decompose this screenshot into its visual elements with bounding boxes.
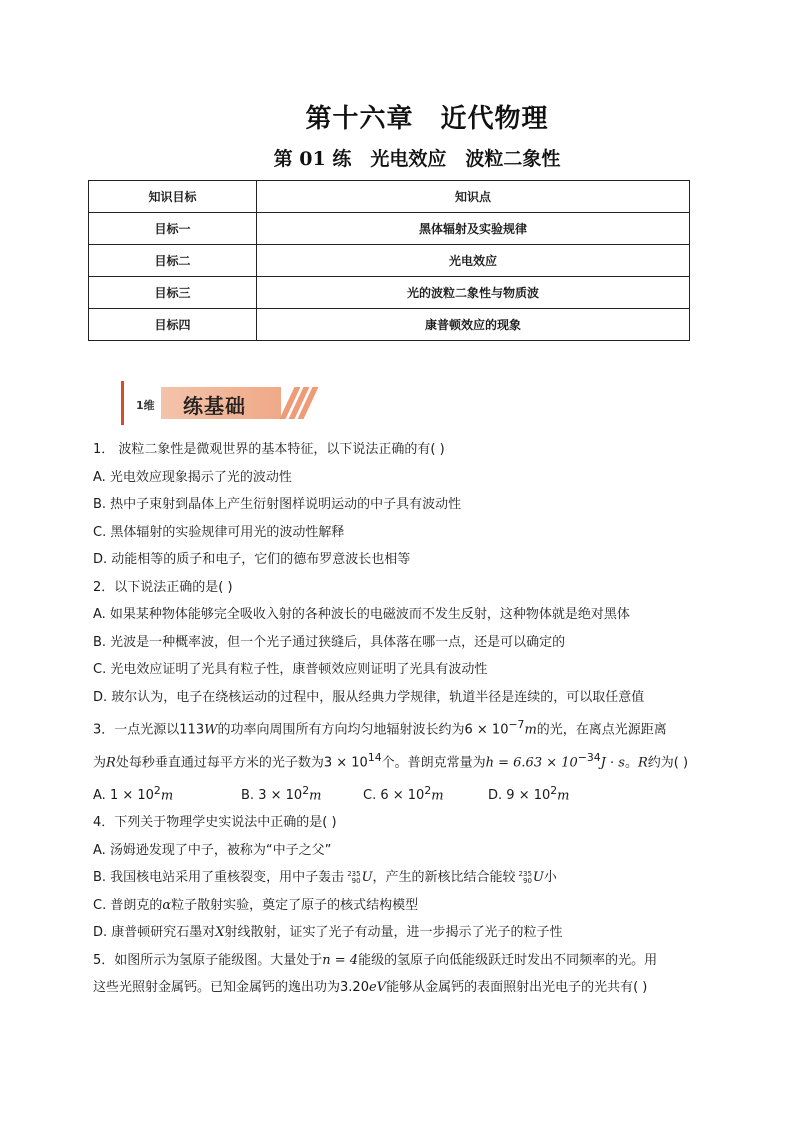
- table-row: [89, 213, 690, 245]
- table-cell: 目标一: [89, 213, 257, 245]
- q3-power-unit: W: [204, 722, 218, 738]
- table-cell: 目标四: [89, 309, 257, 341]
- q4-text: ，产生的新核比结合能较: [372, 870, 516, 886]
- chapter-title: 第十六章 近代物理: [305, 104, 549, 134]
- q3-options: [93, 777, 733, 810]
- q5-text: 能够从金属钙的表面照射出光电子的光共有( ): [386, 980, 648, 996]
- q4-option-b: [93, 864, 733, 892]
- q3-planck-unit: J · s: [600, 755, 625, 771]
- q3-option-a: [93, 777, 241, 810]
- q3-planck-exponent: −34: [577, 750, 601, 764]
- q3-wavelength: 6 × 10: [464, 722, 509, 738]
- q4-option-a: A. 汤姆逊发现了中子，被称为“中子之父”: [93, 842, 332, 858]
- section-badge-tag-text: 1维: [136, 399, 155, 412]
- q5-stem-line1: [93, 947, 733, 975]
- q5-stem-line2: [93, 974, 733, 1002]
- q3-option-d: [488, 777, 570, 810]
- q2-option-b: B. 光波是一种概率波，但一个光子通过狭缝后，具体落在哪一点，还是可以确定的: [93, 634, 566, 650]
- q3-text: 3．一点光源以: [93, 722, 180, 738]
- option-letter: D.: [488, 787, 503, 803]
- q3-stem-line2: [93, 744, 733, 777]
- section-badge-label: 练基础: [183, 394, 246, 418]
- option-unit: m: [309, 787, 322, 803]
- q1-option-c: C. 黑体辐射的实验规律可用光的波动性解释: [93, 524, 345, 540]
- option-value: 9 × 10: [506, 787, 551, 803]
- option-value: 3 × 10: [258, 787, 303, 803]
- table-cell: 目标三: [89, 277, 257, 309]
- isotope-atomic-number: 90: [351, 876, 361, 885]
- q2-option-c: C. 光电效应证明了光具有粒子性，康普顿效应则证明了光具有波动性: [93, 662, 488, 677]
- isotope-symbol: U: [532, 870, 544, 886]
- lesson-title: 第 01 练 光电效应 波粒二象性: [273, 148, 561, 170]
- q3-text: 个。普朗克常量为: [381, 755, 486, 771]
- isotope-mass-number: 235: [347, 869, 361, 878]
- table-header-row: [89, 181, 690, 213]
- option-letter: B.: [241, 787, 255, 803]
- q3-photon-count: 3 × 10: [323, 755, 368, 771]
- question-list: [93, 436, 733, 1002]
- option-value: 1 × 10: [109, 787, 154, 803]
- isotope-atomic-number: 90: [523, 876, 532, 885]
- q5-ev-unit: eV: [368, 980, 387, 996]
- q4-option-c: [93, 892, 733, 920]
- isotope-symbol: U: [361, 870, 373, 886]
- q3-var-r: R: [106, 755, 116, 771]
- option-exponent: 2: [302, 783, 310, 797]
- table-cell: 光电效应: [257, 245, 690, 277]
- q4-stem: 4．下列关于物理学史实说法中正确的是( ): [93, 815, 337, 831]
- table-header-cell: 知识点: [257, 181, 690, 213]
- q4-text: 粒子散射实验，奠定了原子的核式结构模型: [171, 897, 419, 913]
- option-exponent: 2: [153, 783, 161, 797]
- q3-stem-line1: [93, 711, 733, 744]
- knowledge-goals-table: [88, 180, 690, 341]
- q3-text: 的光，在离点光源距离: [536, 722, 667, 738]
- q4-text: C. 普朗克的: [93, 897, 163, 913]
- q3-power: 113: [179, 722, 205, 738]
- q3-wavelength-exponent: −7: [508, 718, 525, 731]
- q4-option-d: [93, 919, 733, 947]
- option-exponent: 2: [550, 783, 558, 797]
- option-exponent: 2: [424, 783, 432, 797]
- option-unit: m: [160, 787, 174, 803]
- table-row: [89, 277, 690, 309]
- q1-stem: 1． 波粒二象性是微观世界的基本特征，以下说法正确的有( ): [93, 442, 445, 457]
- option-unit: m: [431, 787, 444, 803]
- table-cell: 光的波粒二象性与物质波: [257, 277, 690, 309]
- table-row: [89, 245, 690, 277]
- q3-option-b: [241, 777, 363, 810]
- option-letter: C.: [363, 787, 377, 803]
- option-value: 6 × 10: [380, 787, 425, 803]
- q3-photon-exponent: 14: [367, 750, 382, 764]
- table-row: [89, 309, 690, 341]
- q3-text: 约为( ): [647, 755, 689, 771]
- q3-wavelength-unit: m: [524, 722, 537, 738]
- q4-text: D. 康普顿研究石墨对: [93, 925, 216, 941]
- q1-option-d: D. 动能相等的质子和电子，它们的德布罗意波长也相等: [93, 552, 411, 567]
- isotope-notation: [347, 871, 360, 885]
- section-badge: [121, 381, 311, 425]
- q3-var-r: R: [637, 755, 648, 771]
- x-symbol: X: [215, 925, 225, 941]
- option-unit: m: [557, 787, 570, 803]
- section-badge-body: [161, 387, 281, 419]
- q3-text: 的功率向周围所有方向均匀地辐射波长约为: [217, 722, 465, 738]
- q4-text: B. 我国核电站采用了重核裂变，用中子轰击: [93, 870, 345, 886]
- table-header-cell: 知识目标: [89, 181, 257, 213]
- q5-text: 能级的氢原子向低能级跃迁时发出不同频率的光。用: [358, 952, 658, 968]
- q2-option-a: A. 如果某种物体能够完全吸收入射的各种波长的电磁波而不发生反射，这种物体就是绝对黑体: [93, 607, 630, 622]
- q1-option-a: A. 光电效应现象揭示了光的波动性: [93, 469, 292, 485]
- table-cell: 目标二: [89, 245, 257, 277]
- isotope-mass-number: 235: [518, 869, 532, 878]
- q5-text: 5．如图所示为氢原子能级图。大量处于: [93, 952, 323, 968]
- section-badge-tag: [121, 381, 159, 425]
- q5-text: 这些光照射金属钙。已知金属钙的逸出功为: [93, 980, 341, 996]
- q3-planck: h = 6.63 × 10: [485, 755, 578, 771]
- q4-text: 射线散射，证实了光子有动量，进一步揭示了光子的粒子性: [224, 925, 563, 941]
- isotope-notation: [519, 871, 532, 885]
- q2-stem: 2．以下说法正确的是( ): [93, 579, 233, 595]
- table-cell: 康普顿效应的现象: [257, 309, 690, 341]
- q4-text: 小: [543, 870, 557, 886]
- table-cell: 黑体辐射及实验规律: [257, 213, 690, 245]
- q5-energy-level: n = 4: [322, 952, 359, 968]
- q3-option-c: [363, 777, 488, 810]
- q3-text: 处每秒垂直通过每平方米的光子数为: [115, 755, 324, 771]
- option-letter: A.: [93, 787, 106, 803]
- q3-text: 为: [93, 755, 107, 771]
- alpha-symbol: α: [162, 897, 172, 913]
- q2-option-d: D. 玻尔认为，电子在绕核运动的过程中，服从经典力学规律，轨道半径是连续的，可以取任意值: [93, 689, 645, 705]
- q1-option-b: B. 热中子束射到晶体上产生衍射图样说明运动的中子具有波动性: [93, 497, 462, 512]
- q3-text: 。: [624, 755, 638, 771]
- q5-work-function: 3.20: [340, 980, 369, 996]
